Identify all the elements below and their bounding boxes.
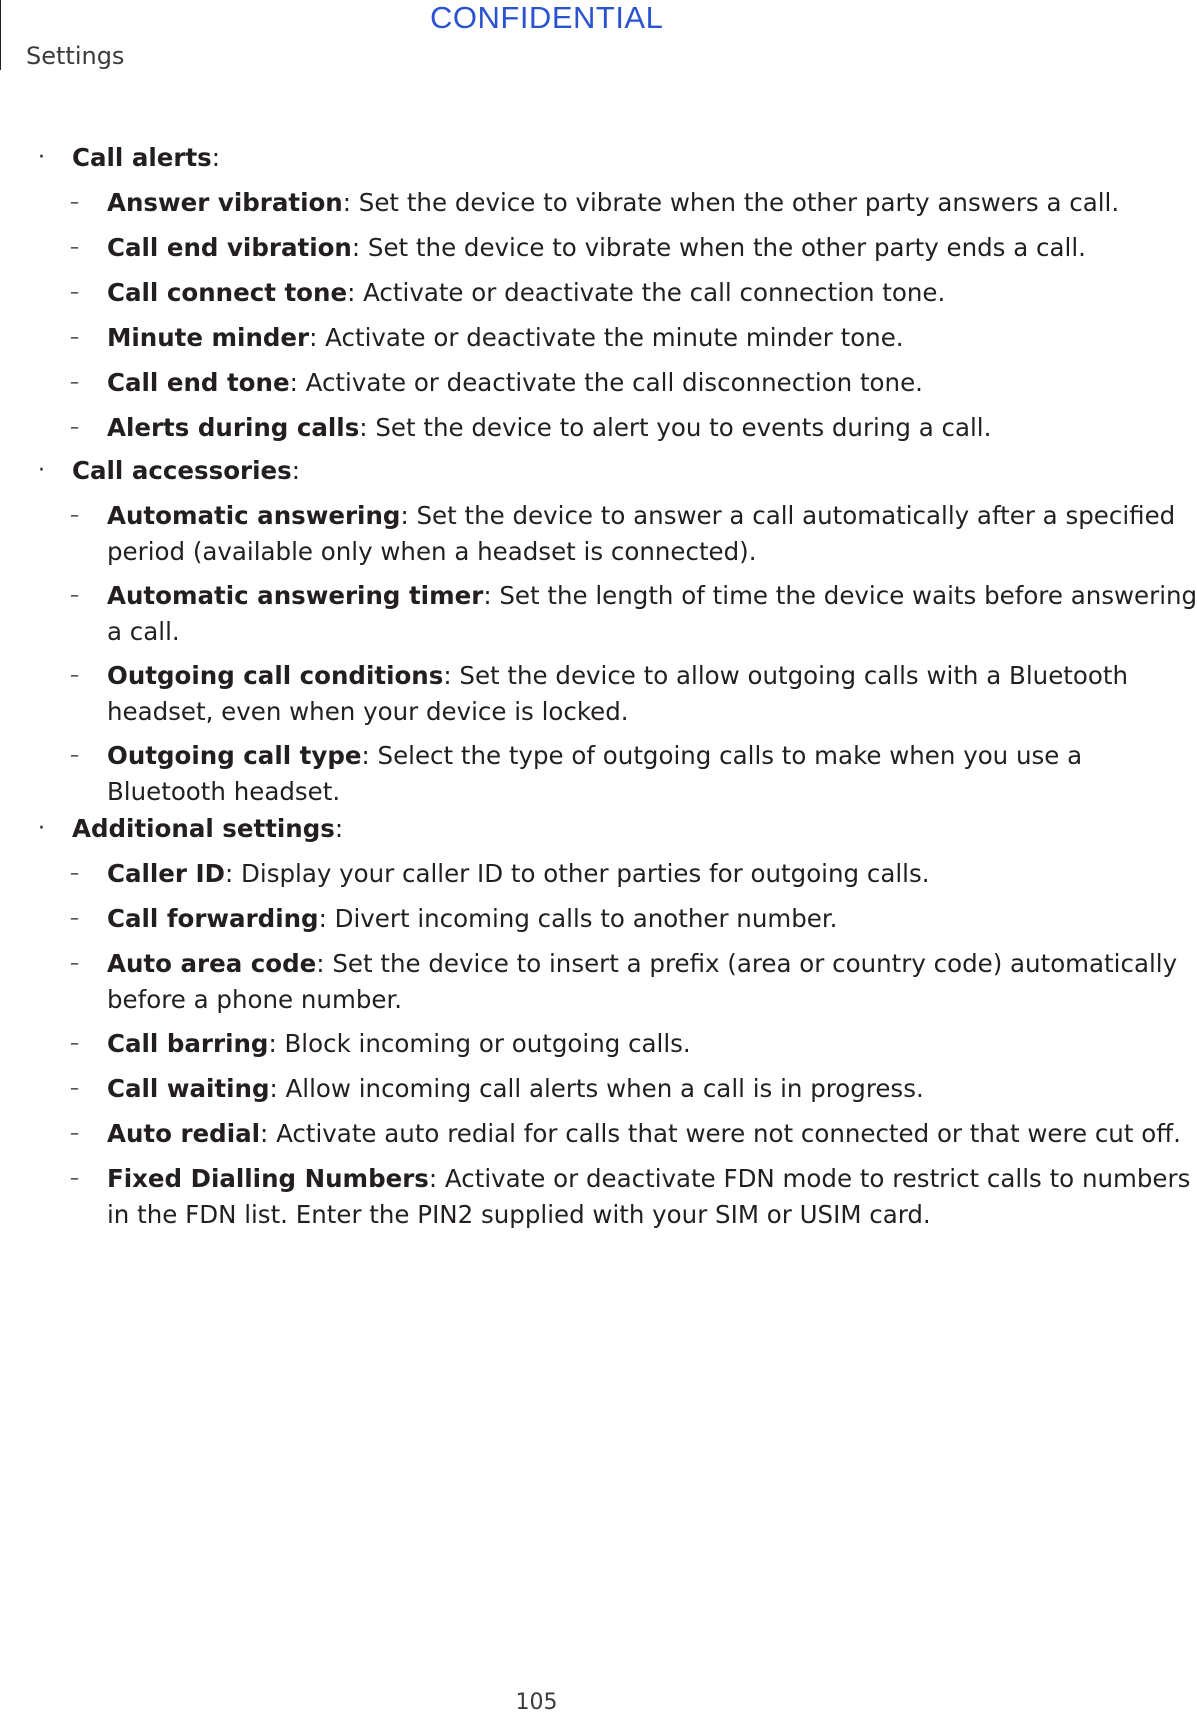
setting-description: [107, 901, 1067, 937]
dash-icon: –: [70, 327, 79, 348]
setting-description-line: [107, 946, 1178, 982]
setting-text: : Activate or deactivate the minute minder tone.: [309, 323, 904, 352]
setting-description-line: [107, 614, 1067, 650]
setting-description-line: [107, 1026, 1067, 1062]
setting-description: [107, 320, 1067, 356]
setting-description-line: [107, 534, 1067, 570]
section-title-term: Call accessories: [72, 456, 292, 485]
setting-description: [107, 1071, 1067, 1107]
setting-term: Call end tone: [107, 368, 290, 397]
setting-term: Outgoing call type: [107, 741, 362, 770]
setting-term: Alerts during calls: [107, 413, 360, 442]
setting-description-line: [107, 498, 1176, 534]
setting-text: headset, even when your device is locked.: [107, 697, 629, 726]
section-title: Call accessories:: [72, 456, 300, 485]
setting-term: Call waiting: [107, 1074, 270, 1103]
setting-description: [107, 738, 1083, 810]
bullet-dot-icon: ·: [38, 458, 45, 483]
setting-description: [107, 946, 1178, 1018]
dash-icon: –: [70, 505, 79, 526]
setting-description: [107, 275, 1067, 311]
dash-icon: –: [70, 1078, 79, 1099]
setting-text: before a phone number.: [107, 985, 403, 1014]
setting-term: Answer vibration: [107, 188, 343, 217]
setting-description-line: [107, 1197, 1067, 1233]
dash-icon: –: [70, 282, 79, 303]
section-title: Call alerts:: [72, 143, 221, 172]
section-title-term: Additional settings: [72, 814, 335, 843]
setting-description-line: [107, 658, 1128, 694]
setting-text: : Activate or deactivate the call connection tone.: [347, 278, 946, 307]
setting-text: : Set the device to alert you to events during a call.: [359, 413, 992, 442]
setting-description: [107, 578, 1197, 650]
setting-term: Fixed Dialling Numbers: [107, 1164, 429, 1193]
setting-text: : Set the length of time the device waits before answering: [483, 581, 1197, 610]
dash-icon: –: [70, 417, 79, 438]
dash-icon: –: [70, 1168, 79, 1189]
setting-text: : Select the type of outgoing calls to make when you use a: [361, 741, 1083, 770]
setting-text: : Set the device to insert a prefix (area or country code) automatically: [316, 949, 1178, 978]
setting-text: : Activate auto redial for calls that were not connected or that were cut off.: [260, 1119, 1181, 1148]
setting-description-line: [107, 738, 1083, 774]
setting-text: in the FDN list. Enter the PIN2 supplied with your SIM or USIM card.: [107, 1200, 931, 1229]
setting-description: [107, 185, 1120, 221]
setting-description-line: [107, 901, 1067, 937]
setting-description: [107, 365, 1067, 401]
setting-text: : Set the device to vibrate when the other party ends a call.: [351, 233, 1086, 262]
section-title-term: Call alerts: [72, 143, 212, 172]
setting-description: [107, 658, 1128, 730]
setting-text: : Divert incoming calls to another number.: [318, 904, 838, 933]
setting-description: [107, 230, 1086, 266]
setting-text: : Activate or deactivate the call disconnection tone.: [289, 368, 923, 397]
bullet-dot-icon: ·: [38, 816, 45, 841]
setting-term: Minute minder: [107, 323, 310, 352]
setting-term: Auto redial: [107, 1119, 261, 1148]
setting-text: Bluetooth headset.: [107, 777, 341, 806]
setting-term: Outgoing call conditions: [107, 661, 444, 690]
setting-description-line: [107, 856, 1067, 892]
setting-term: Call connect tone: [107, 278, 348, 307]
setting-text: : Activate or deactivate FDN mode to restrict calls to numbers: [428, 1164, 1191, 1193]
setting-description-line: [107, 1071, 1067, 1107]
setting-term: Call forwarding: [107, 904, 319, 933]
setting-text: : Set the device to vibrate when the other party answers a call.: [342, 188, 1120, 217]
setting-description-line: [107, 774, 1067, 810]
dash-icon: –: [70, 953, 79, 974]
page-number: 105: [515, 1690, 558, 1715]
setting-description-line: [107, 410, 1067, 446]
setting-description-line: [107, 1116, 1181, 1152]
dash-icon: –: [70, 237, 79, 258]
setting-text: a call.: [107, 617, 180, 646]
dash-icon: –: [70, 1123, 79, 1144]
setting-description-line: [107, 982, 1067, 1018]
header-rule: [0, 0, 1, 70]
setting-description-line: [107, 275, 1067, 311]
setting-text: : Set the device to allow outgoing calls with a Bluetooth: [443, 661, 1128, 690]
setting-text: : Block incoming or outgoing calls.: [268, 1029, 691, 1058]
setting-text: : Set the device to answer a call automatically after a specified: [400, 501, 1176, 530]
setting-description: [107, 1161, 1191, 1233]
setting-description: [107, 1116, 1181, 1152]
dash-icon: –: [70, 863, 79, 884]
setting-term: Call end vibration: [107, 233, 352, 262]
setting-term: Automatic answering timer: [107, 581, 484, 610]
setting-text: : Allow incoming call alerts when a call is in progress.: [269, 1074, 924, 1103]
setting-description: [107, 856, 1067, 892]
setting-description-line: [107, 185, 1120, 221]
section-title: Additional settings:: [72, 814, 344, 843]
dash-icon: –: [70, 745, 79, 766]
dash-icon: –: [70, 372, 79, 393]
setting-text: period (available only when a headset is connected).: [107, 537, 757, 566]
setting-description-line: [107, 1161, 1191, 1197]
setting-text: : Display your caller ID to other parties for outgoing calls.: [225, 859, 930, 888]
setting-description-line: [107, 230, 1086, 266]
dash-icon: –: [70, 1033, 79, 1054]
confidential-watermark: CONFIDENTIAL: [430, 0, 664, 35]
setting-description: [107, 1026, 1067, 1062]
setting-description-line: [107, 578, 1197, 614]
setting-term: Caller ID: [107, 859, 225, 888]
setting-description-line: [107, 365, 1067, 401]
setting-description-line: [107, 320, 1067, 356]
setting-term: Automatic answering: [107, 501, 401, 530]
setting-term: Auto area code: [107, 949, 317, 978]
setting-description: [107, 498, 1176, 570]
setting-description-line: [107, 694, 1067, 730]
dash-icon: –: [70, 908, 79, 929]
setting-term: Call barring: [107, 1029, 269, 1058]
setting-description: [107, 410, 1067, 446]
dash-icon: –: [70, 192, 79, 213]
dash-icon: –: [70, 585, 79, 606]
page-header-title: Settings: [26, 42, 125, 70]
bullet-dot-icon: ·: [38, 145, 45, 170]
dash-icon: –: [70, 665, 79, 686]
